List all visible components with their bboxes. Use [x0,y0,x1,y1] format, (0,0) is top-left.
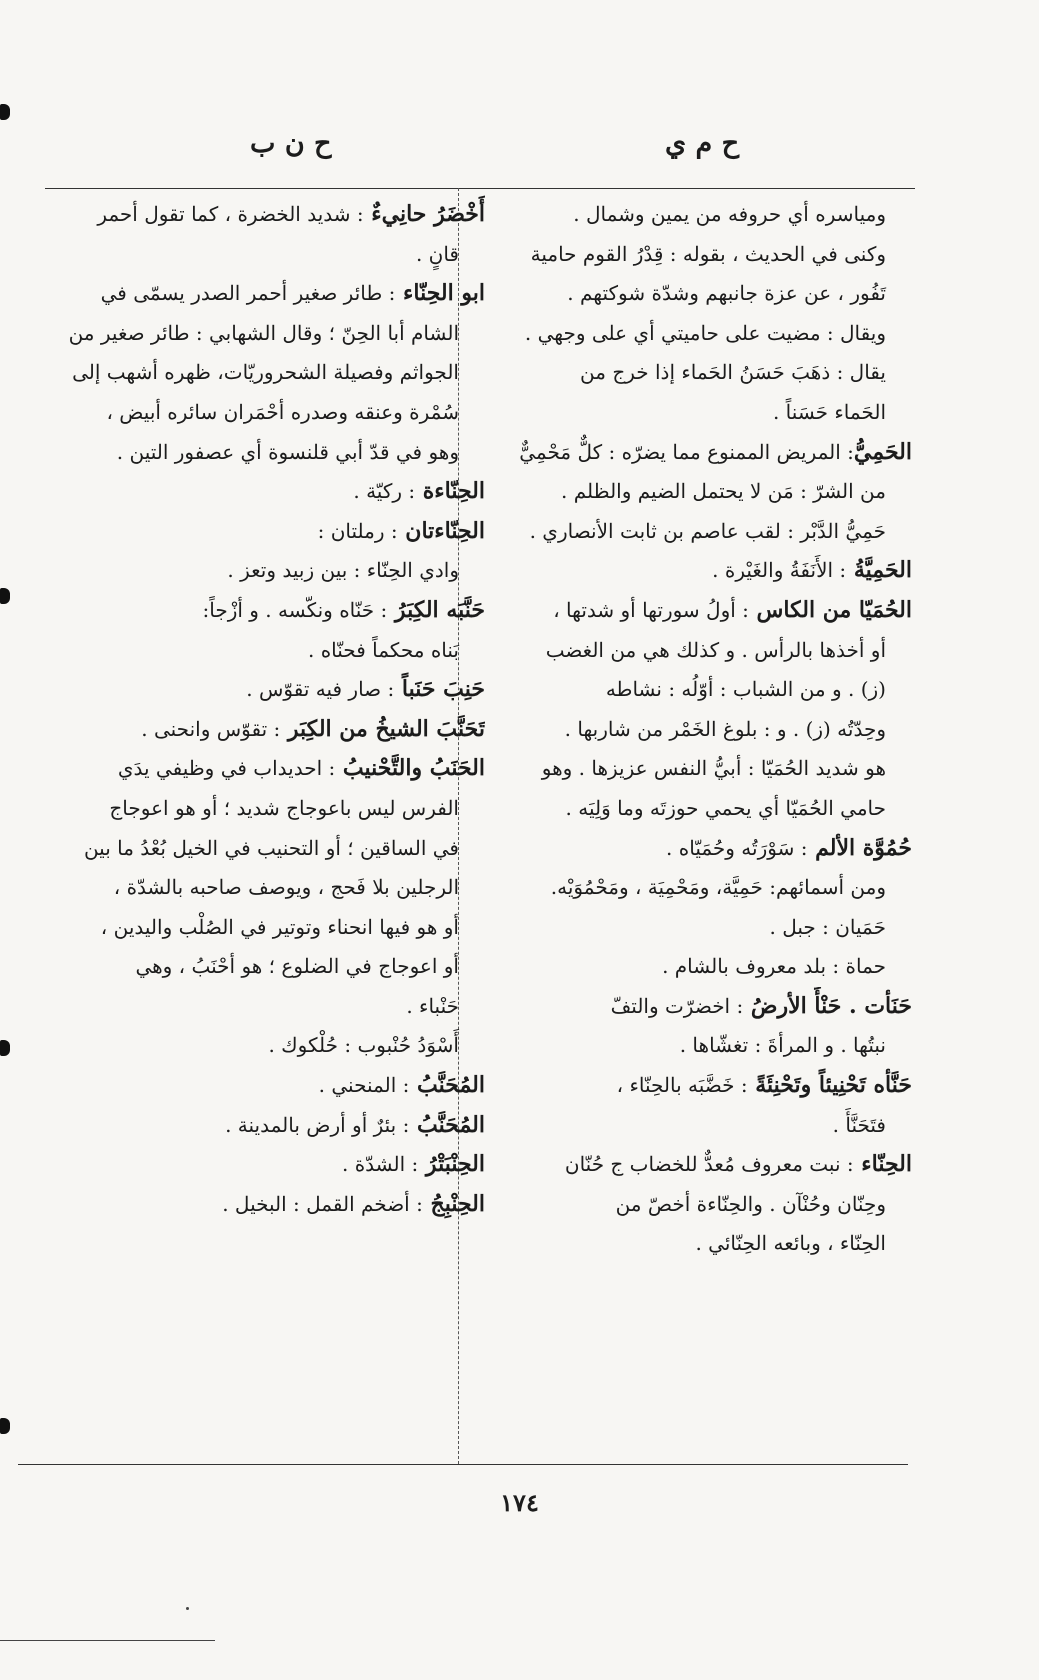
text-line: الحِنّاءة : ركيّة . [353,478,485,505]
right-column-root-header: ح م ي [665,128,740,159]
headword: الحِنّاءة [415,478,485,505]
text-line: الحِنْبَتْرُ : الشدّة . [341,1151,485,1178]
text-line: سُمْرة وعنقه وصدره أحْمَران سائره أبيض ، [106,399,459,424]
footer-short-rule [0,1640,215,1641]
text-line: حماة : بلد معروف بالشام . [662,954,886,979]
text-line: ومياسره أي حروفه من يمين وشمال . [573,202,886,226]
text-line: تَحَنَّبَ الشيخُ من الكِبَر : تقوّس وانحنى . [141,715,485,742]
text-line: ابو الحِنّاء : طائر صغير أحمر الصدر يسمّى في [100,280,485,307]
binding-mark [0,588,10,604]
text-line: الشام أبا الحِنّ ؛ وقال الشهابي : طائر صغير من [68,320,459,345]
text-line: الحِنْبِجُ : أضخم القمل : البخيل . [222,1190,485,1217]
text-line: الفرس ليس باعوجاج شديد ؛ أو هو اعوجاج [109,795,459,820]
text-line: ومن أسمائهم: حَمِيَّة، ومَحْمِيَة ، ومَحْمُوَيْه. [550,875,886,900]
headword: الحَنَبُ والتَّحْنيبُ [335,755,485,782]
text-line: حَنَّبَه الكِبَرُ : حَنّاه ونكّسه . و أزْجاً: [202,596,485,623]
headword: الحَمِيَّةُ [846,557,912,584]
text-line: حَنَأت . حَنْأً الأرضُ : اخضرّت والتفّ [610,992,912,1019]
text-line: وحِدّتُه (ز) . و : بلوغ الخَمْر من شاربها . [564,716,886,741]
text-line: الحَمِيُّ: المريض الممنوع مما يضرّه : كلٌّ مَحْمِيٌّ [519,438,912,465]
headword: حَنَّبَه الكِبَرُ [387,596,485,623]
text-line: في الساقين ؛ أو التحنيب في الخيل بُعْدُ ما بين [83,835,459,860]
binding-mark [0,1418,10,1434]
headword: الحِنْبَتْرُ [418,1151,485,1178]
speck-mark [186,1607,189,1610]
text-line: من الشرّ : مَن لا يحتمل الضيم والظلم . [561,479,886,504]
headword: المُحَنَّبُ [409,1072,485,1099]
binding-mark [0,1040,10,1056]
text-line: الحَنَبُ والتَّحْنيبُ : احديداب في وظيفي يدَي [117,755,485,782]
text-line: وهو في قدّ أبي قلنسوة أي عصفور التين . [116,439,459,464]
text-line: حُمُوَّة الألم : سَوْرَتُه وحُمَيّاه . [666,834,912,861]
text-line: الحِنّاء ، وبائعه الحِنّائي . [695,1231,886,1256]
right-column [470,195,912,1264]
bottom-rule [18,1464,908,1465]
text-line: وكنى في الحديث ، بقوله : قِدْرُ القوم حامية [530,241,886,266]
headword: المُحَنَّبُ [409,1111,485,1138]
headword: الحَمِيُّ [853,438,912,465]
text-line: هو شديد الحُمَيّا : أبيُّ النفس عزيزها . وهو [541,756,886,781]
headword: حَنَّأه تَحْنِيئاً وتَحْنِئَةً [747,1072,912,1099]
text-line: (ز) . و من الشباب : أوّلُه : نشاطه [605,677,886,702]
headword: حُمُوَّة الألم [807,834,912,861]
text-line: قانٍ . [415,241,459,266]
text-line: يقال : ذهَبَ حَسَنُ الحَماء إذا خرج من [580,360,886,385]
text-line: نبتُها . و المرأةَ : تغشّاها . [679,1033,886,1058]
text-line: الحَمِيَّةُ : الأَنَفَةُ والغَيْرة . [712,557,912,584]
headword: ابو الحِنّاء [395,280,485,307]
text-line: ويقال : مضيت على حاميتي أي على وجهي . [524,320,886,345]
text-line: فتَحَنَّأَ . [832,1112,886,1137]
left-column [25,195,485,1224]
text-line: المُحَنَّبُ : بئرٌ أو أرض بالمدينة . [225,1111,485,1138]
headword: تَحَنَّبَ الشيخُ من الكِبَر [280,715,485,742]
page-number: ١٧٤ [500,1488,539,1517]
text-line: وادي الحِنّاء : بين زبيد وتعز . [227,558,459,583]
text-line: المُحَنَّبُ : المنحني . [318,1072,485,1099]
text-line: أَسْوَدُ حُنْبوب : حُلْكوك . [268,1033,459,1058]
headword: حَنِبَ حَنَباً [394,676,485,703]
headword: الحُمَيّا من الكاس [748,596,912,623]
text-line: أو اعوجاج في الضلوع ؛ هو أحْنَبُ ، وهي [135,954,459,979]
binding-mark [0,104,10,120]
text-line: حَنْباء . [406,993,459,1018]
text-line: حَنِبَ حَنَباً : صار فيه تقوّس . [246,676,485,703]
text-line: الحَماء حَسَناً . [772,399,886,424]
text-line: حَنَّأه تَحْنِيئاً وتَحْنِئَةً : خَضَّبَه بالحِنّاء ، [616,1072,912,1099]
text-line: أو هو فيها انحناء وتوتير في الصُلْب واليدين ، [100,914,459,939]
text-line: أو أخذها بالرأس . و كذلك هي من الغضب [545,637,886,662]
headword: حَنَأت . حَنْأً الأرضُ [743,992,912,1019]
headword: أَخْضَرُ حانِيءٌ [363,201,485,227]
text-line: حَمَيان : جبل . [769,914,886,939]
text-line: الرجلين بلا فَحج ، ويوصف صاحبه بالشدّة ، [113,875,459,900]
text-line: وحِنّان وحُنْآن . والحِنّاءة أخصّ من [615,1191,886,1216]
text-line: الحِنّاءتان : رملتان : [317,517,485,544]
headword: الحِنْبِجُ [422,1190,485,1217]
text-line: الحُمَيّا من الكاس : أولُ سورتها أو شدتها ، [553,596,912,623]
text-line: حَمِيُّ الدَّبْر : لقب عاصم بن ثابت الأنصاري . [529,518,886,543]
text-line: الجواثم وفصيلة الشحروريّات، ظهره أشهب إلى [72,360,459,385]
text-line: حامي الحُمَيّا أي يحمي حوزتَه وما وَلِيَه . [565,795,886,820]
text-line: بَناه محكماً فحنّاه . [307,637,459,662]
headword: الحِنّاءتان [397,517,485,544]
text-line: تَفُور ، عن عزة جانبهم وشدّة شوكتهم . [567,281,886,306]
headword: الحِنّاء [853,1151,912,1178]
top-rule [45,188,915,189]
text-line: أَخْضَرُ حانِيءٌ : شديد الخضرة ، كما تقول أحمر [97,201,485,227]
text-line: الحِنّاء : نبت معروف مُعدٌّ للخضاب ج حُنّان [564,1151,912,1178]
left-column-root-header: ح ن ب [250,128,332,159]
